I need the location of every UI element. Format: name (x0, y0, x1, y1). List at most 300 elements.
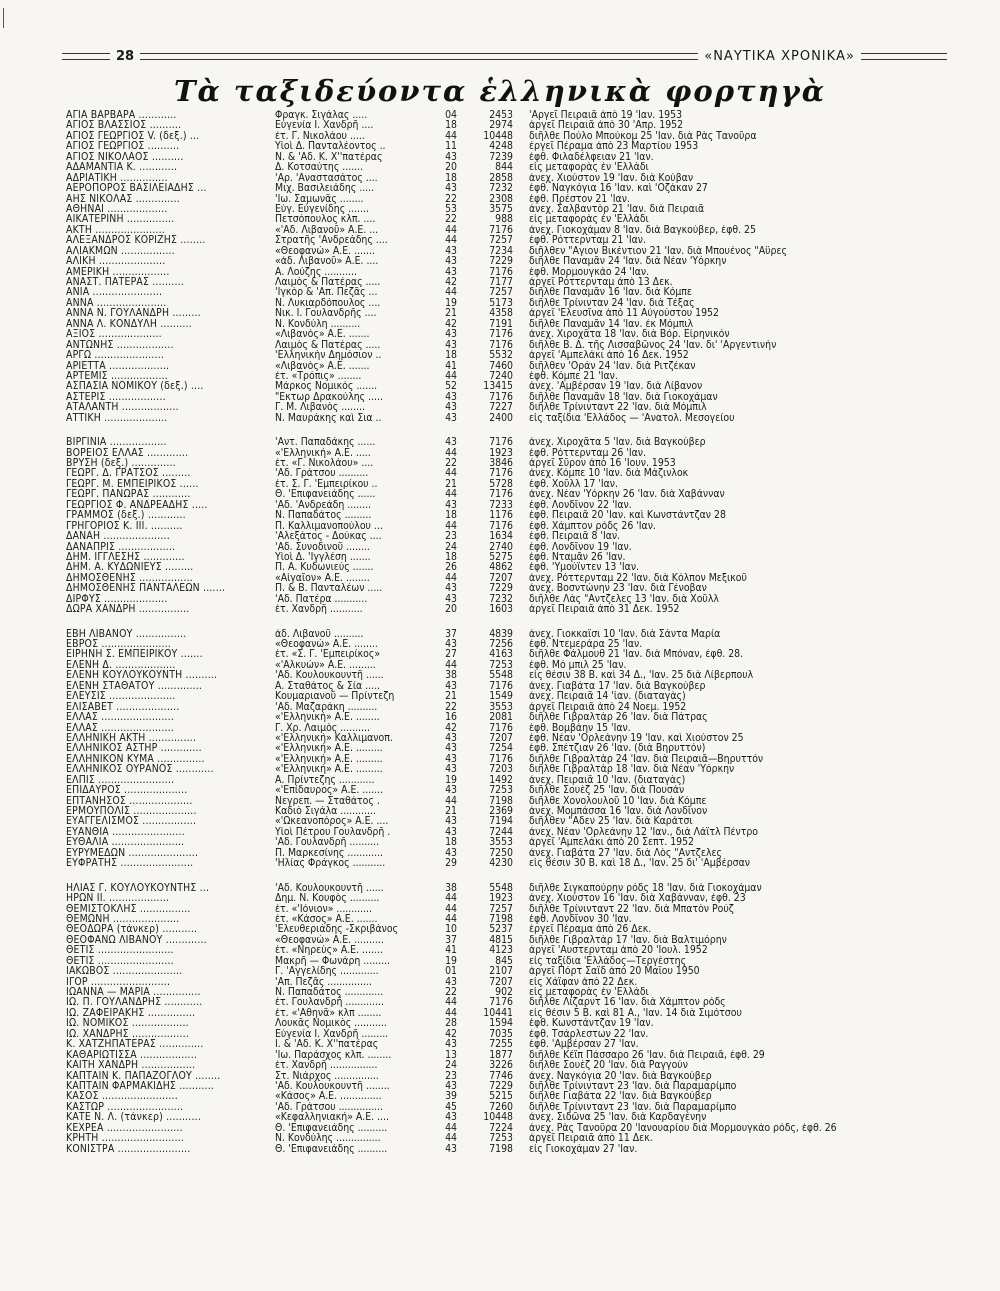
year: 45 (445, 1101, 457, 1113)
status: διῆλθεν 'Οράν 24 'Ιαν. διὰ Ριτζέκαν (529, 360, 696, 371)
table-row (66, 629, 946, 639)
owner: Ν. Μαυράκης καὶ Σια .. (275, 412, 382, 424)
year: 43 (445, 437, 457, 448)
tonnage: 7177 (489, 277, 513, 288)
ship-name: ΑΜΕΡΙΚΗ .................. (66, 266, 170, 277)
tonnage: 7176 (489, 468, 513, 479)
ship-name: ΑΓΙΟΣ ΓΕΩΡΓΙΟΣ .......... (66, 141, 180, 152)
margin-mark (3, 8, 4, 28)
status: ἀνεχ. Πειραιᾶ 14 'ἰαν. (διαταγὰς) (529, 691, 686, 702)
ship-name: ΔΗΜΟΣΘΕΝΗΣ ................. (66, 572, 193, 584)
status: ἐφθ. Ναγκόγια 16 'Ιαν. καὶ 'Οζάκαν 27 (529, 183, 708, 194)
year: 19 (445, 955, 457, 967)
tonnage: 7250 (489, 847, 513, 859)
tonnage: 3226 (489, 1060, 513, 1071)
owner: «Αἰγαῖον» Α.Ε. ........ (275, 572, 370, 584)
year: 44 (445, 913, 457, 925)
owner: Γ. 'Αγγελίδης ............. (275, 966, 379, 977)
status: διῆλθε Σουὲζ 20 'Ιαν. διὰ Ραγγούν (529, 1060, 688, 1071)
tonnage: 7176 (489, 997, 513, 1008)
ship-name: ΑΕΡΟΠΟΡΟΣ ΒΑΣΙΛΕΙΑΔΗΣ ... (66, 183, 207, 194)
owner: Ν. Κονδύλη .......... (275, 318, 361, 330)
table-row (66, 479, 946, 489)
tonnage: 7255 (489, 1039, 513, 1050)
table-row (66, 883, 946, 893)
tonnage: 3575 (489, 203, 513, 215)
ship-name: ΚΡΗΤΗ .......................... (66, 1133, 185, 1144)
tonnage: 2740 (489, 541, 513, 552)
status: ἀνεχ. Γιαβάτα 27 'Ιαν. διὰ Λὸς "Αντζελες (529, 847, 723, 859)
owner: 'Αρ. 'Αναστασάτος .... (275, 172, 378, 184)
status: ἐφθ. Λονδῖνον 22 'Ιαν. (529, 499, 632, 511)
ship-name: ΓΕΩΡΓ. Μ. ΕΜΠΕΙΡΙΚΟΣ ...... (66, 478, 199, 490)
status: διῆλθε Γιβραλτὰρ 24 'Ιαν. διὰ Πειραιᾶ—Βηρυττόν (529, 753, 764, 765)
tonnage: 7234 (489, 245, 513, 257)
status: ἀργεῖ Πειραιᾶ ἀπὸ 30 'Απρ. 1952 (529, 120, 684, 131)
table-row (66, 1029, 946, 1039)
section-gap (66, 423, 946, 437)
year: 24 (445, 1060, 457, 1071)
table-row (66, 141, 946, 151)
year: 44 (445, 893, 457, 904)
ship-name: ΕΒΗ ΛΙΒΑΝΟΥ ................ (66, 628, 187, 639)
owner: 'Ιω. Παράσχος κλπ. ........ (275, 1049, 392, 1061)
tonnage: 1877 (489, 1049, 513, 1061)
ship-name: ΚΑΠΤΑΙΝ Κ. ΠΑΠΑΖΟΓΛΟΥ ........ (66, 1070, 221, 1081)
owner: 'Αδ. Γράτσου ............... (275, 1101, 384, 1113)
owner: Λαιμὸς & Πατέρας ..... (275, 339, 381, 351)
status: ἐφθ. Λονδῖνον 19 'Ιαν. (529, 541, 632, 552)
table-row (66, 448, 946, 458)
year: 44 (445, 1122, 457, 1134)
year: 43 (445, 826, 457, 838)
ship-name: ΙΩΑΝΝΑ — ΜΑΡΙΑ ............... (66, 987, 201, 998)
year: 21 (445, 308, 457, 319)
table-row (66, 287, 946, 297)
ship-name: ΔΩΡΑ ΧΑΝΔΡΗ ................ (66, 604, 190, 615)
year: 42 (445, 318, 457, 330)
ship-name: ΑΝΝΑ Λ. ΚΟΝΔΥΛΗ .......... (66, 318, 192, 330)
year: 44 (445, 370, 457, 382)
status: ἀργεῖ 'Αυστερνταμ ἀπὸ 20 'Ιουλ. 1952 (529, 945, 708, 956)
tonnage: 7176 (489, 680, 513, 692)
status: διῆλθε Τρίνινταν 24 'Ιαν. διὰ Τέξας (529, 297, 695, 309)
ship-name: ΕΛΛΗΝΙΚΟΣ ΟΥΡΑΝΟΣ ............ (66, 764, 214, 775)
year: 44 (445, 447, 457, 458)
ship-name: ΑΡΙΕΤΤΑ ................... (66, 360, 170, 371)
table-row (66, 308, 946, 318)
tonnage: 7229 (489, 583, 513, 594)
status: εἰς μεταφορὰς ἐν 'Ελλάδι (529, 162, 649, 173)
tonnage: 7232 (489, 183, 513, 194)
year: 26 (445, 562, 457, 573)
ship-name: ΕΥΦΡΑΤΗΣ ....................... (66, 858, 194, 869)
status: διῆλθε Τρίνινταντ 23 'Ιαν. διὰ Παραμαρίμπο (529, 1101, 737, 1113)
year: 43 (445, 1039, 457, 1050)
ship-name: ΕΛΕΝΗ ΣΤΑΘΑΤΟΥ .............. (66, 680, 203, 692)
year: 44 (445, 235, 457, 246)
table-row (66, 489, 946, 499)
tonnage: 988 (495, 214, 513, 225)
owner: Εὐγ. Εὐγενίδης ....... (275, 203, 369, 215)
table-row (66, 1018, 946, 1028)
ship-name: ΚΑΘΑΡΙΩΤΙΣΣΑ .................. (66, 1049, 198, 1061)
table-row (66, 235, 946, 245)
year: 43 (445, 847, 457, 859)
table-row (66, 660, 946, 670)
tonnage: 7207 (489, 572, 513, 584)
tonnage: 7229 (489, 1080, 513, 1092)
owner: «Λιβανὸς» Α.Ε. ....... (275, 360, 370, 371)
owner: 'Αδ. Κουλουκουντῆ ...... (275, 670, 384, 681)
tonnage: 1923 (489, 893, 513, 904)
owner: ἐτ. «Γ. Νικολάου» .... (275, 458, 374, 469)
table-row (66, 402, 946, 412)
table-row (66, 437, 946, 447)
table-row (66, 604, 946, 614)
status: διῆλθε Πούλο Μπούκομ 25 'Ιαν. διὰ Ρὰς Τανοῦρα (529, 130, 757, 142)
tonnage: 7176 (489, 329, 513, 340)
year: 44 (445, 287, 457, 298)
year: 43 (445, 151, 457, 163)
owner: Π. Καλλιμανοπούλου ... (275, 520, 383, 532)
table-row (66, 371, 946, 381)
year: 19 (445, 297, 457, 309)
tonnage: 7176 (489, 339, 513, 351)
table-row (66, 319, 946, 329)
ship-name: ΓΕΩΡΓ. ΠΑΝΩΡΑΣ ............ (66, 489, 191, 500)
ship-table (66, 110, 946, 1154)
owner: ἐτ. Χανδρῆ ........... (275, 604, 363, 615)
owner: «'Επίδαυρος» Α.Ε. ....... (275, 785, 384, 796)
ship-name: ΕΠΙΔΑΥΡΟΣ .................... (66, 785, 188, 796)
status: εἰς μεταφορὰς ἐν 'Ελλάδι (529, 214, 649, 225)
owner: «'Ωκεανοπόρος» Α.Ε. .... (275, 816, 389, 827)
owner: Εὐγενία Ι. Χανδρῆ ......... (275, 1028, 389, 1040)
ship-name: ΑΝΤΩΝΗΣ .................. (66, 339, 174, 351)
ship-name: ΓΕΩΡΓΙΟΣ Φ. ΑΝΔΡΕΑΔΗΣ ..... (66, 499, 208, 511)
table-row (66, 573, 946, 583)
status: διῆλθε Σιγκαπούρην ρόδς 18 'Ιαν. διὰ Γιοκοχάμαν (529, 882, 762, 894)
table-row (66, 204, 946, 214)
tonnage: 902 (495, 987, 513, 998)
year: 04 (445, 110, 457, 121)
owner: 'Αδ. Γράτσου .......... (275, 468, 369, 479)
status: διῆλθε Χονολουλοῦ 10 'Ιαν. διὰ Κόμπε (529, 795, 707, 806)
year: 43 (445, 764, 457, 775)
tonnage: 7232 (489, 593, 513, 605)
ship-name: ΕΛΠΙΣ ........................ (66, 774, 175, 786)
status: διῆλθε Παναμᾶν 18 'Ιαν. διὰ Γιοκοχάμαν (529, 391, 718, 403)
status: εἰς ταξίδια 'Ελλάδος—Τεργέστης (529, 955, 687, 967)
status: ἀνεχ. Βοσντώνην 23 'Ιαν. διὰ Γένοβαν (529, 583, 707, 594)
year: 22 (445, 193, 457, 204)
tonnage: 7257 (489, 287, 513, 298)
table-row (66, 468, 946, 478)
status: διῆλθε Κέϊπ Πάσσαρο 26 'Ιαν. διὰ Πειραιᾶ, ἐφθ. 29 (529, 1049, 765, 1061)
tonnage: 7203 (489, 764, 513, 775)
table-row (66, 413, 946, 423)
ship-name: ΑΝΝΑ ...................... (66, 297, 167, 309)
owner: Δημ. Ν. Κουφὸς .......... (275, 893, 380, 904)
owner: "Εκτωρ Δρακούλης ..... (275, 391, 383, 403)
ship-name: ΑΛΙΑΚΜΩΝ ................. (66, 245, 175, 257)
status: ἀνεχ. 'Αμβέρσαν 19 'Ιαν. διὰ Λίβανον (529, 381, 703, 392)
ship-name: ΕΛΛΗΝΙΚΗ ΑΚΤΗ ............... (66, 732, 197, 744)
year: 20 (445, 604, 457, 615)
status: ἀργεῖ Πειραιᾶ ἀπὸ 31 Δεκ. 1952 (529, 604, 680, 615)
owner: Α. Πρίντεζης ............ (275, 774, 375, 786)
ship-name: ΔΗΜ. Α. ΚΥΔΩΝΙΕΥΣ ......... (66, 562, 194, 573)
owner: ἐτ. Σ. Γ. 'Εμπειρίκου .. (275, 478, 378, 490)
year: 44 (445, 659, 457, 671)
status: ἀργεῖ Ρόττερνταμ ἀπὸ 13 Δεκ. (529, 277, 673, 288)
ship-name: ΒΟΡΕΙΟΣ ΕΛΛΑΣ ............. (66, 447, 189, 458)
table-row (66, 329, 946, 339)
table-row (66, 110, 946, 120)
year: 43 (445, 329, 457, 340)
ship-name: ΚΑΙΤΗ ΧΑΝΔΡΗ ................. (66, 1060, 196, 1071)
tonnage: 4123 (489, 945, 513, 956)
ship-name: ΑΔΑΜΑΝΤΙΑ Κ. ............ (66, 162, 178, 173)
table-row (66, 246, 946, 256)
table-row (66, 966, 946, 976)
owner: Φραγκ. Σιγάλας ..... (275, 110, 368, 121)
year: 18 (445, 551, 457, 563)
ship-name: ΑΘΗΝΑΙ ................... (66, 203, 168, 215)
ship-name: ΙΩ. ΝΟΜΙΚΟΣ .................. (66, 1018, 189, 1029)
year: 43 (445, 339, 457, 351)
table-row (66, 670, 946, 680)
year: 43 (445, 1112, 457, 1123)
status: ἀνεχ. Σιδῶνα 25 'Ιαν. διὰ Καρδαγένην (529, 1112, 707, 1123)
status: ἐφθ. Χοῦλλ 17 'Ιαν. (529, 478, 618, 490)
year: 43 (445, 245, 457, 257)
ship-name: ΙΩ. ΖΑΦΕΙΡΑΚΗΣ ............... (66, 1007, 196, 1019)
year: 44 (445, 130, 457, 142)
owner: Ν. Λυκιαρδόπουλος .... (275, 297, 381, 309)
tonnage: 3553 (489, 837, 513, 848)
table-row (66, 712, 946, 722)
status: ἐφθ. Κωνστάντζαν 19 'Ιαν. (529, 1018, 654, 1029)
status: ἐφθ. Ρόττερνταμ 21 'Ιαν. (529, 235, 646, 246)
status: ἀργεῖ 'Αμπελάκι ἀπὸ 16 Δεκ. 1952 (529, 350, 689, 361)
tonnage: 2308 (489, 193, 513, 204)
tonnage: 1594 (489, 1018, 513, 1029)
tonnage: 7253 (489, 1133, 513, 1144)
owner: 'Αδ. Πατέρα ........... (275, 593, 368, 605)
tonnage: 7176 (489, 437, 513, 448)
header-rule (140, 53, 698, 60)
header-rule (861, 53, 947, 60)
ship-name: ΕΠΤΑΝΗΣΟΣ .................... (66, 795, 193, 806)
ship-name: ΙΩ. ΧΑΝΔΡΗΣ .................. (66, 1028, 189, 1040)
owner: «Θεοφανώ» Α.Ε. .......... (275, 934, 384, 946)
year: 44 (445, 903, 457, 914)
year: 43 (445, 976, 457, 987)
year: 22 (445, 701, 457, 713)
tonnage: 7240 (489, 370, 513, 382)
owner: 'Ηλίας Φράγκος ........... (275, 858, 386, 869)
table-row (66, 214, 946, 224)
owner: «'Αδ. Λιβανοῦ» Α.Ε. ... (275, 224, 379, 236)
tonnage: 1603 (489, 604, 513, 615)
tonnage: 2369 (489, 806, 513, 817)
year: 43 (445, 593, 457, 605)
year: 43 (445, 785, 457, 796)
ship-name: ΕΒΡΟΣ ...................... (66, 639, 172, 650)
owner: «Λιβανός» Α.Ε. ....... (275, 329, 370, 340)
ship-name: ΑΓΙΟΣ ΒΛΑΣΣΙΟΣ .......... (66, 120, 182, 131)
table-row (66, 458, 946, 468)
owner: «'Αλκυών» Α.Ε. ......... (275, 659, 376, 671)
owner: Στ. Νιάρχος ............... (275, 1070, 379, 1081)
year: 44 (445, 997, 457, 1008)
owner: Πετσόπουλος κλπ. .... (275, 214, 376, 225)
ship-name: ΑΡΓΩ ...................... (66, 350, 165, 361)
year: 21 (445, 478, 457, 490)
status: ἐφθ. Χάμπτον ρόδς 26 'Ιαν. (529, 520, 656, 532)
year: 44 (445, 224, 457, 236)
owner: ἐτ. «Σ. Γ. 'Εμπειρίκος» (275, 649, 381, 660)
status: διῆλθε Τρίνινταντ 22 'Ιαν. διὰ Μόμπιλ (529, 402, 707, 413)
tonnage: 7176 (489, 753, 513, 765)
table-row (66, 392, 946, 402)
owner: 'Αδ. Γουλανδρῆ .......... (275, 837, 380, 848)
year: 19 (445, 774, 457, 786)
table-row (66, 1008, 946, 1018)
table-row (66, 816, 946, 826)
owner: 'Αδ. Κουλουκουντῆ ........ (275, 1080, 390, 1092)
ship-name: ΑΔΡΙΑΤΙΚΗ ............... (66, 172, 168, 184)
status: ἀργεῖ Πειραιᾶ ἀπὸ 24 Νοεμ. 1952 (529, 701, 687, 713)
tonnage: 4248 (489, 141, 513, 152)
owner: Υἱοὶ Πέτρου Γουλανδρῆ . (275, 826, 391, 838)
table-row (66, 194, 946, 204)
table-row (66, 510, 946, 520)
year: 43 (445, 583, 457, 594)
tonnage: 1923 (489, 447, 513, 458)
owner: Λαιμὸς & Πατέρας ..... (275, 277, 381, 288)
ship-name: ΗΡΩΝ ΙΙ. ................... (66, 893, 170, 904)
year: 37 (445, 628, 457, 639)
status: ἀνεχ. Χιροχᾶτα 5 'Ιαν. διὰ Βαγκούβερ (529, 437, 706, 448)
year: 21 (445, 806, 457, 817)
table-row (66, 935, 946, 945)
status: ἐφθ. Νέαν 'Ορλεάνην 19 'Ιαν. καὶ Χιούστον 25 (529, 732, 744, 744)
tonnage: 5548 (489, 670, 513, 681)
year: 43 (445, 743, 457, 754)
status: διῆλθε Παναμᾶν 14 'Ιαν. ἐκ Μόμπιλ (529, 318, 694, 330)
year: 23 (445, 531, 457, 542)
tonnage: 7229 (489, 256, 513, 267)
year: 53 (445, 203, 457, 215)
table-row (66, 152, 946, 162)
header-rule (62, 53, 110, 60)
publication-title: «ΝΑΥΤΙΚΑ ΧΡΟΝΙΚΑ» (704, 48, 855, 64)
year: 13 (445, 1049, 457, 1061)
table-row (66, 594, 946, 604)
status: ἀνεχ. Νέαν 'Υόρκην 26 'Ιαν. διὰ Χαβάνναν (529, 489, 725, 500)
year: 43 (445, 183, 457, 194)
table-row (66, 893, 946, 903)
status: διῆλθε Λίζαρντ 16 'Ιαν. διὰ Χάμπτον ρόδς (529, 997, 726, 1008)
table-row (66, 977, 946, 987)
year: 43 (445, 266, 457, 277)
table-row (66, 639, 946, 649)
owner: Υἱοὶ Δ. 'Ιγγλέση ....... (275, 551, 371, 563)
tonnage: 4815 (489, 934, 513, 946)
status: ἀργεῖ 'Ελευσῖνα ἀπὸ 11 Αὐγούστου 1952 (529, 308, 719, 319)
ship-name: Κ. ΧΑΤΖΗΠΑΤΕΡΑΣ .............. (66, 1039, 204, 1050)
ship-name: ΔΙΡΦΥΣ .................... (66, 593, 168, 605)
tonnage: 7198 (489, 1143, 513, 1154)
table-row (66, 914, 946, 924)
ship-name: ΑΓΙΑ ΒΑΡΒΑΡΑ ............ (66, 110, 177, 121)
owner: Γ. Μ. Λιβανὸς ........ (275, 402, 365, 413)
year: 22 (445, 214, 457, 225)
table-row (66, 796, 946, 806)
status: ἐφθ. Τσάρλεστων 22 'Ιαν. (529, 1028, 649, 1040)
tonnage: 7227 (489, 402, 513, 413)
owner: 'Αδ. Κουλουκουντῆ ...... (275, 882, 384, 894)
table-row (66, 691, 946, 701)
ship-name: ΕΛΕΥΣΙΣ ..................... (66, 691, 176, 702)
table-row (66, 1060, 946, 1070)
owner: Ι. & 'Αδ. Κ. Χ''πατέρας (275, 1039, 379, 1050)
tonnage: 7207 (489, 976, 513, 987)
status: ἐφθ. Σπέτζιαν 26 'Ιαν. (διὰ Βηρυττόν) (529, 743, 706, 754)
owner: «'Ελληνική» Α.Ε. ..... (275, 447, 371, 458)
tonnage: 7176 (489, 489, 513, 500)
owner: Θ. 'Επιφανειάδης .......... (275, 1122, 388, 1134)
year: 41 (445, 945, 457, 956)
table-row (66, 562, 946, 572)
status: ἀνεχ. Ναγκόγια 20 'Ιαν. διὰ Βαγκούβερ (529, 1070, 712, 1081)
table-row (66, 521, 946, 531)
ship-name: ΑΚΤΗ ...................... (66, 224, 165, 236)
status: ἐφθ. 'Υμούϊντεν 13 'Ιαν. (529, 562, 640, 573)
ship-name: ΚΑΣΤΩΡ ........................ (66, 1101, 184, 1113)
ship-name: ΑΝΑΣΤ. ΠΑΤΕΡΑΣ .......... (66, 277, 184, 288)
year: 37 (445, 934, 457, 946)
tonnage: 5215 (489, 1091, 513, 1102)
status: 'Αργεῖ Πειραιᾶ ἀπὸ 19 'Ιαν. 1953 (529, 110, 683, 121)
owner: Μακρῆ — Φωνάρη ......... (275, 955, 391, 967)
tonnage: 5237 (489, 924, 513, 935)
status: ἐφθ. Πειραιᾶ 8 'Ιαν. (529, 531, 621, 542)
tonnage: 10441 (483, 1007, 513, 1019)
ship-name: ΑΓΙΟΣ ΝΙΚΟΛΑΟΣ .......... (66, 151, 184, 163)
table-row (66, 256, 946, 266)
table-row (66, 743, 946, 753)
tonnage: 10448 (483, 130, 513, 142)
table-row (66, 1039, 946, 1049)
table-row (66, 924, 946, 934)
table-row (66, 702, 946, 712)
status: ἀνεχ. Μομπάσσα 16 'Ιαν. διὰ Λονδῖνον (529, 806, 708, 817)
ship-name: ΑΓΙΟΣ ΓΕΩΡΓΙΟΣ V. (δεξ.) ... (66, 130, 200, 142)
table-row (66, 723, 946, 733)
owner: «Κεφαλληνιακή» Α.Ε. .... (275, 1112, 389, 1123)
tonnage: 4163 (489, 649, 513, 660)
status: ἀνεχ. Ρὰς Τανοῦρα 20 'Ιανουαρίου διὰ Μορμουγκάο ρόδς, ἐφθ. 26 (529, 1122, 837, 1134)
ship-name: ΘΕΟΦΑΝΩ ΛΙΒΑΝΟΥ ............. (66, 934, 207, 946)
ship-name: ΑΣΠΑΣΙΑ ΝΟΜΙΚΟΥ (δεξ.) .... (66, 381, 204, 392)
table-row (66, 649, 946, 659)
ship-name: ΙΑΚΩΒΟΣ ...................... (66, 966, 183, 977)
year: 44 (445, 1007, 457, 1019)
